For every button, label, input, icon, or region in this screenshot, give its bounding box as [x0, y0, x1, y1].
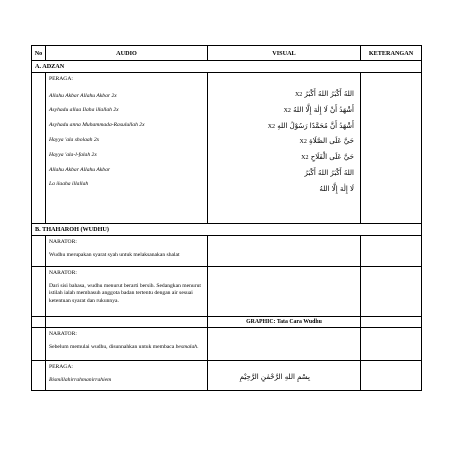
keterangan-cell — [361, 236, 422, 267]
arabic-multiplier: X2 — [267, 123, 276, 130]
peraga-row — [32, 361, 422, 391]
narator-text: Wudhu merupakan syarat syah untuk melaksanakan shalat — [49, 251, 180, 258]
arabic-line — [211, 103, 354, 119]
adzan-keterangan-cell — [361, 73, 422, 224]
keterangan-cell — [361, 361, 422, 391]
arabic-line — [211, 87, 354, 103]
adzan-line: Allahu Akbar Allahu Akbar 2x — [49, 92, 117, 99]
header-no: No — [32, 46, 46, 61]
header-row — [32, 46, 422, 61]
graphic-row — [32, 317, 422, 328]
adzan-line: Asyhadu allaa Ilaha illallah 2x — [49, 107, 119, 114]
peraga-text: Bismillahirrahmanirrahiem — [49, 376, 112, 383]
script-table — [31, 45, 422, 391]
adzan-line: Allahu Akbar Allahu Akbar — [49, 166, 111, 173]
keterangan-cell — [361, 328, 422, 361]
row-no-cell — [32, 267, 46, 317]
adzan-visual-cell — [208, 73, 361, 224]
arabic-line — [211, 134, 354, 150]
arabic-text: حَيَّ عَلَى الْفَلَاحِ — [310, 153, 354, 162]
arabic-line — [211, 119, 354, 135]
arabic-text: حَيَّ عَلَى الصَّلَاةِ — [309, 137, 354, 146]
arabic-multiplier: X2 — [283, 107, 291, 114]
keterangan-cell — [361, 267, 422, 317]
visual-cell — [208, 236, 361, 267]
section-a-row — [32, 61, 422, 73]
arabic-multiplier: X2 — [301, 155, 309, 162]
narator-label: NARATOR: — [49, 239, 77, 245]
row-no-cell — [32, 361, 46, 391]
narator-audio-cell — [46, 328, 208, 361]
peraga-visual-cell — [208, 361, 361, 391]
narator-text-part: Sebelum memulai wudhu, disunnahkan untuk membaca — [49, 343, 176, 350]
narator-audio-cell — [46, 267, 208, 317]
arabic-text: اللهُ أَكْبَرُ اللهُ أَكْبَرُ — [304, 168, 354, 177]
arabic-line — [211, 166, 354, 182]
arabic-multiplier: X2 — [294, 92, 303, 98]
adzan-audio-cell — [46, 73, 208, 224]
narator-label: NARATOR: — [49, 270, 77, 276]
row-no-cell — [32, 236, 46, 267]
audio-cell — [46, 317, 208, 328]
adzan-row — [32, 73, 422, 224]
section-b-title: B. THAHAROH (WUDHU) — [32, 224, 422, 236]
narator-text-emphasis: besmalah — [175, 343, 198, 350]
peraga-audio-cell — [46, 361, 208, 391]
narator-row-2 — [32, 267, 422, 317]
adzan-line: Hayya 'ala sholaah 2x — [49, 136, 100, 143]
graphic-label: GRAPHIC: Tata Cara Wudhu — [208, 317, 361, 328]
arabic-text: أَشْهَدُ أَنْ لَا إِلٰهَ إِلَّا اللهُ — [293, 105, 354, 114]
arabic-line — [211, 150, 354, 166]
arabic-text: اللهُ أَكْبَرُ اللهُ أَكْبَرُ — [304, 90, 354, 98]
narator-text — [49, 344, 198, 350]
arabic-text: أَشْهَدُ أَنَّ مُحَمَّدًا رَسُوْلُ اللهِ — [277, 121, 354, 130]
narator-audio-cell — [46, 236, 208, 267]
section-b-row — [32, 224, 422, 236]
narator-row-3 — [32, 328, 422, 361]
peraga-label: PERAGA: — [49, 364, 73, 370]
adzan-line: Asyhadu anna Muhammada-Rasulullah 2x — [49, 122, 145, 129]
row-no-cell — [32, 317, 46, 328]
narator-text: Dari sisi bahasa, wudhu menurut berarti bersih. Sedangkan menurut istilah ialah membasuh anggota badan tertentu dengan air sesuai ketentuan syarat dan rukunnya. — [49, 282, 201, 304]
visual-cell — [208, 267, 361, 317]
row-no-cell — [32, 328, 46, 361]
visual-cell — [208, 328, 361, 361]
adzan-no-cell — [32, 73, 46, 224]
arabic-line — [211, 182, 354, 198]
adzan-peraga-label: PERAGA: — [49, 76, 73, 82]
adzan-line: Hayya 'ala-l-falah 2x — [49, 151, 97, 158]
arabic-text: لَا إِلٰهَ إِلَّا اللهُ — [319, 184, 354, 193]
narator-text-part: . — [197, 343, 199, 350]
narator-label: NARATOR: — [49, 331, 77, 337]
arabic-multiplier: X2 — [299, 139, 307, 146]
keterangan-cell — [361, 317, 422, 328]
header-audio: AUDIO — [46, 46, 208, 61]
header-keterangan: KETERANGAN — [361, 46, 422, 61]
header-visual: VISUAL — [208, 46, 361, 61]
narator-row-1 — [32, 236, 422, 267]
basmalah-arabic: بِسْمِ اللهِ الرَّحْمٰنِ الرَّحِيْمِ — [239, 373, 310, 381]
adzan-line: La ilaaha illallah — [49, 181, 89, 188]
section-a-title: A. ADZAN — [32, 61, 422, 73]
